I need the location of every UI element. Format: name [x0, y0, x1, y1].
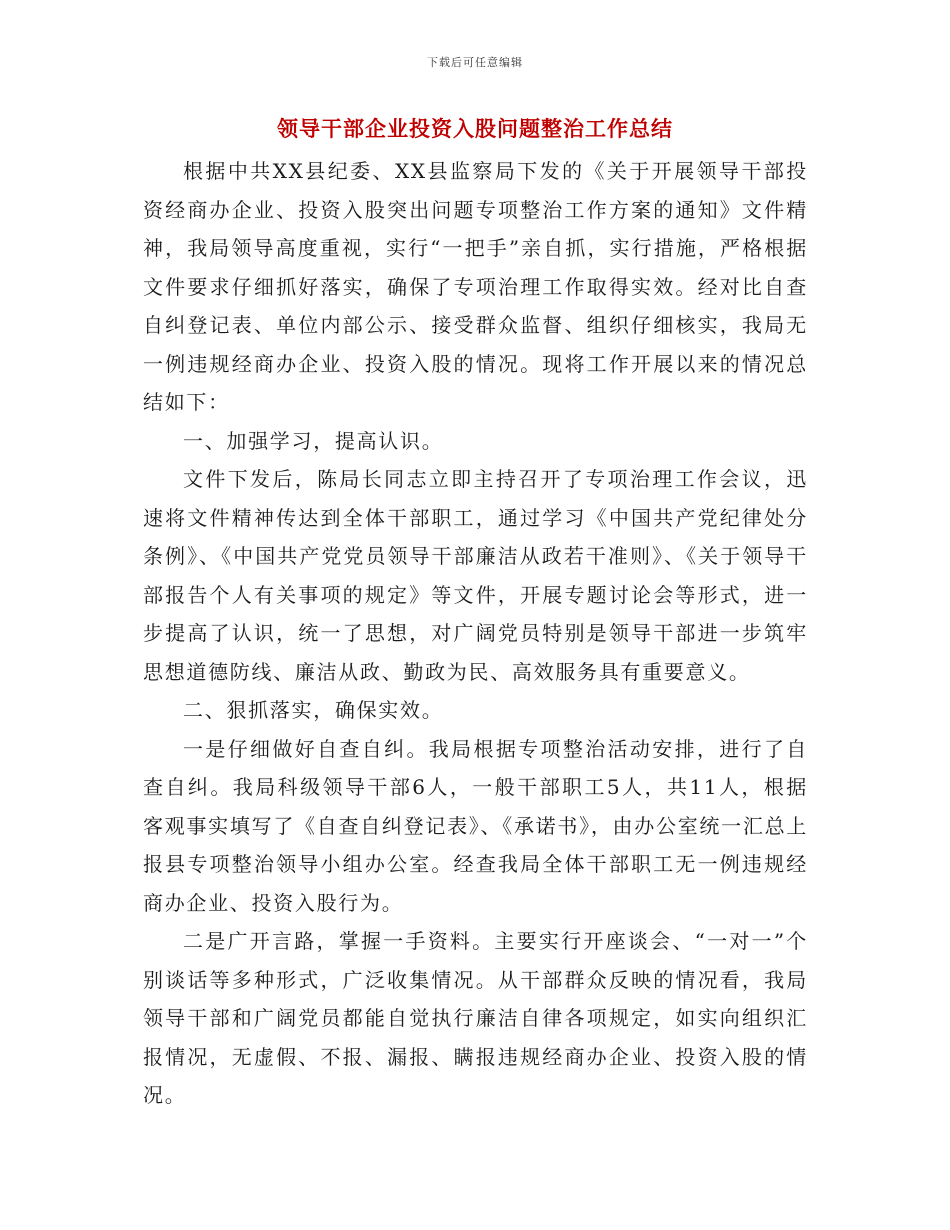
section-heading-1: 一、加强学习，提高认识。	[183, 428, 444, 453]
document-title: 领导干部企业投资入股问题整治工作总结	[277, 116, 673, 141]
paragraph-self-check: 一是仔细做好自查自纠。我局根据专项整治活动安排，进行了自查自纠。我局科级领导干部6人，一般干部职工5人，共11人，根据客观事实填写了《自查自纠登记表》、《承诺书》，由办公室统一汇总上报县专项整治领导小组办公室。经查我局全体干部职工无一例违规经商办企业、投资入股行为。	[143, 736, 808, 915]
section-heading-2: 二、狠抓落实，确保实效。	[183, 698, 444, 722]
paragraph-feedback: 二是广开言路，掌握一手资料。主要实行开座谈会、“一对一”个别谈话等多种形式，广泛收集情况。从干部群众反映的情况看，我局领导干部和广阔党员都能自觉执行廉洁自律各项规定，如实向组织汇报情况，无虚假、不报、漏报、瞒报违规经商办企业、投资入股的情况。	[143, 929, 808, 1107]
document-body	[143, 152, 808, 1115]
header-note: 下载后可任意编辑	[427, 56, 523, 69]
paragraph-study: 文件下发后，陈局长同志立即主持召开了专项治理工作会议，迅速将文件精神传达到全体干部职工，通过学习《中国共产党纪律处分条例》、《中国共产党党员领导干部廉洁从政若干准则》、《关于领导干部报告个人有关事项的规定》等文件，开展专题讨论会等形式，进一步提高了认识，统一了思想，对广阔党员特别是领导干部进一步筑牢思想道德防线、廉洁从政、勤政为民、高效服务具有重要意义。	[143, 467, 808, 684]
paragraph-intro: 根据中共XX县纪委、XX县监察局下发的《关于开展领导干部投资经商办企业、投资入股突出问题专项整治工作方案的通知》文件精神，我局领导高度重视，实行“一把手”亲自抓，实行措施，严格根据文件要求仔细抓好落实，确保了专项治理工作取得实效。经对比自查自纠登记表、单位内部公示、接受群众监督、组织仔细核实，我局无一例违规经商办企业、投资入股的情况。现将工作开展以来的情况总结如下：	[143, 159, 808, 414]
